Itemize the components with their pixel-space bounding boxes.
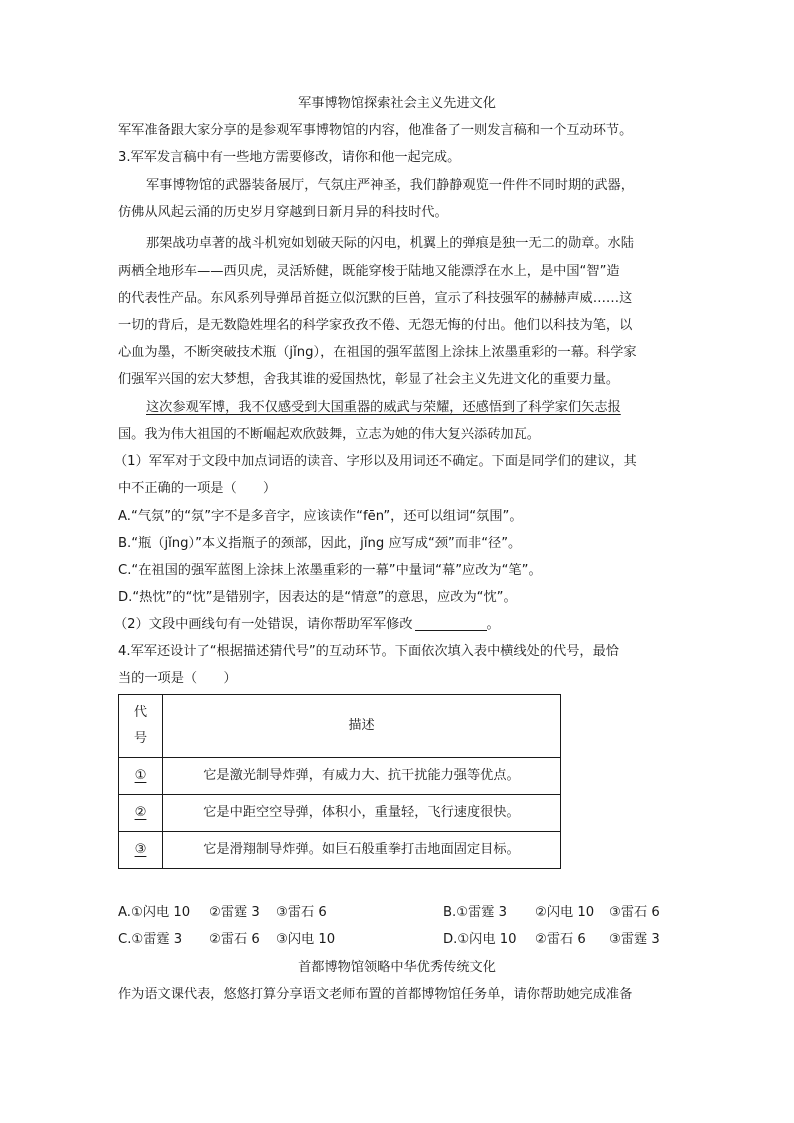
para1-line-1: 军事博物馆的武器装备展厅，气氛庄严神圣，我们静静观览一件件不同时期的武器， bbox=[146, 178, 634, 193]
q4-option-a-1: A.①闪电 10 bbox=[118, 905, 191, 920]
q3-2-end: 。 bbox=[486, 617, 500, 632]
section2-intro: 作为语文课代表，悠悠打算分享语文老师布置的首都博物馆任务单，请你帮助她完成准备 bbox=[118, 987, 633, 1002]
q3-1-option-b: B.“瓶（jǐng）”本义指瓶子的颈部，因此，jǐng 应写成“颈”而非“径”。 bbox=[118, 536, 522, 551]
para2-line-5: 心血为墨，不断突破技术瓶（jǐng），在祖国的强军蓝图上涂抹上浓墨重彩的一幕。科学家 bbox=[118, 345, 637, 360]
table-desc-2: 它是中距空空导弹，体积小，重量轻，飞行速度很快。 bbox=[163, 795, 561, 832]
q3-1-line-2: 中不正确的一项是（ ） bbox=[118, 481, 277, 496]
para2-line-6: 们强军兴国的宏大梦想，舍我其谁的爱国热忱，彰显了社会主义先进文化的重要力量。 bbox=[118, 372, 620, 387]
q3-1-option-a: A.“气氛”的“氛”字不是多音字，应该读作“fēn”，还可以组词“氛围”。 bbox=[118, 509, 523, 524]
code-description-table bbox=[118, 694, 561, 869]
q3-2-text: （2）文段中画线句有一处错误，请你帮助军军修改 bbox=[114, 617, 413, 632]
q4-stem-line-2: 当的一项是（ ） bbox=[118, 671, 237, 686]
table-desc-3: 它是滑翔制导炸弹。如巨石般重拳打击地面固定目标。 bbox=[163, 832, 561, 869]
para3-line-2: 国。我为伟大祖国的不断崛起欢欣鼓舞，立志为她的伟大复兴添砖加瓦。 bbox=[118, 427, 540, 442]
table-row bbox=[119, 758, 561, 795]
q4-option-b-1: B.①雷霆 3 bbox=[443, 905, 508, 920]
intro-line: 军军准备跟大家分享的是参观军事博物馆的内容，他准备了一则发言稿和一个互动环节。 bbox=[118, 123, 633, 138]
table-code-3: ③ bbox=[119, 832, 163, 869]
q4-option-a-2: ②雷霆 3 bbox=[209, 905, 260, 920]
q4-option-b-2: ②闪电 10 bbox=[535, 905, 595, 920]
para1-line-2: 仿佛从风起云涌的历史岁月穿越到日新月异的科技时代。 bbox=[118, 205, 448, 220]
q3-1-option-c: C.“在祖国的强军蓝图上涂抹上浓墨重彩的一幕”中量词“幕”应改为“笔”。 bbox=[118, 563, 542, 578]
table-header-desc: 描述 bbox=[163, 695, 561, 758]
q3-1-option-d: D.“热忱”的“忱”是错别字，因表达的是“情意”的意思，应改为“忱”。 bbox=[118, 590, 517, 605]
table-desc-1: 它是激光制导炸弹，有威力大、抗干扰能力强等优点。 bbox=[163, 758, 561, 795]
q4-option-c-3: ③闪电 10 bbox=[276, 932, 336, 947]
table-code-1: ① bbox=[119, 758, 163, 795]
q4-stem-line-1: 4.军军还设计了“根据描述猜代号”的互动环节。下面依次填入表中横线处的代号，最恰 bbox=[118, 644, 619, 659]
q4-option-c-2: ②雷石 6 bbox=[209, 932, 260, 947]
para2-line-3: 的代表性产品。东风系列导弹昂首挺立似沉默的巨兽，宣示了科技强军的赫赫声威……这 bbox=[118, 291, 633, 306]
section2-title: 首都博物馆领略中华优秀传统文化 bbox=[298, 960, 496, 975]
q3-stem: 3.军军发言稿中有一些地方需要修改，请你和他一起完成。 bbox=[118, 150, 461, 165]
table-row bbox=[119, 795, 561, 832]
table-row bbox=[119, 832, 561, 869]
underlined-sentence: 这次参观军博，我不仅感受到大国重器的威武与荣耀，还感悟到了科学家们矢志报 bbox=[146, 400, 621, 415]
para2-line-2: 两栖全地形车——西贝虎，灵活矫健，既能穿梭于陆地又能漂浮在水上，是中国“智”造 bbox=[118, 264, 620, 279]
q4-option-d-2: ②雷石 6 bbox=[535, 932, 586, 947]
q3-2-line bbox=[114, 615, 500, 635]
q4-option-c-1: C.①雷霆 3 bbox=[118, 932, 183, 947]
table-header-code: 代 号 bbox=[119, 695, 163, 758]
answer-blank[interactable] bbox=[415, 616, 487, 631]
q4-option-b-3: ③雷石 6 bbox=[609, 905, 660, 920]
q4-option-d-3: ③雷霆 3 bbox=[609, 932, 660, 947]
table-code-2: ② bbox=[119, 795, 163, 832]
para2-line-4: 一切的背后，是无数隐姓埋名的科学家孜孜不倦、无怨无悔的付出。他们以科技为笔，以 bbox=[118, 318, 633, 333]
section1-title: 军事博物馆探索社会主义先进文化 bbox=[298, 96, 496, 111]
q4-option-a-3: ③雷石 6 bbox=[276, 905, 327, 920]
q3-1-line-1: （1）军军对于文段中加点词语的读音、字形以及用词还不确定。下面是同学们的建议，其 bbox=[114, 454, 637, 469]
para2-line-1: 那架战功卓著的战斗机宛如划破天际的闪电，机翼上的弹痕是独一无二的勋章。水陆 bbox=[146, 236, 634, 251]
q4-option-d-1: D.①闪电 10 bbox=[443, 932, 517, 947]
